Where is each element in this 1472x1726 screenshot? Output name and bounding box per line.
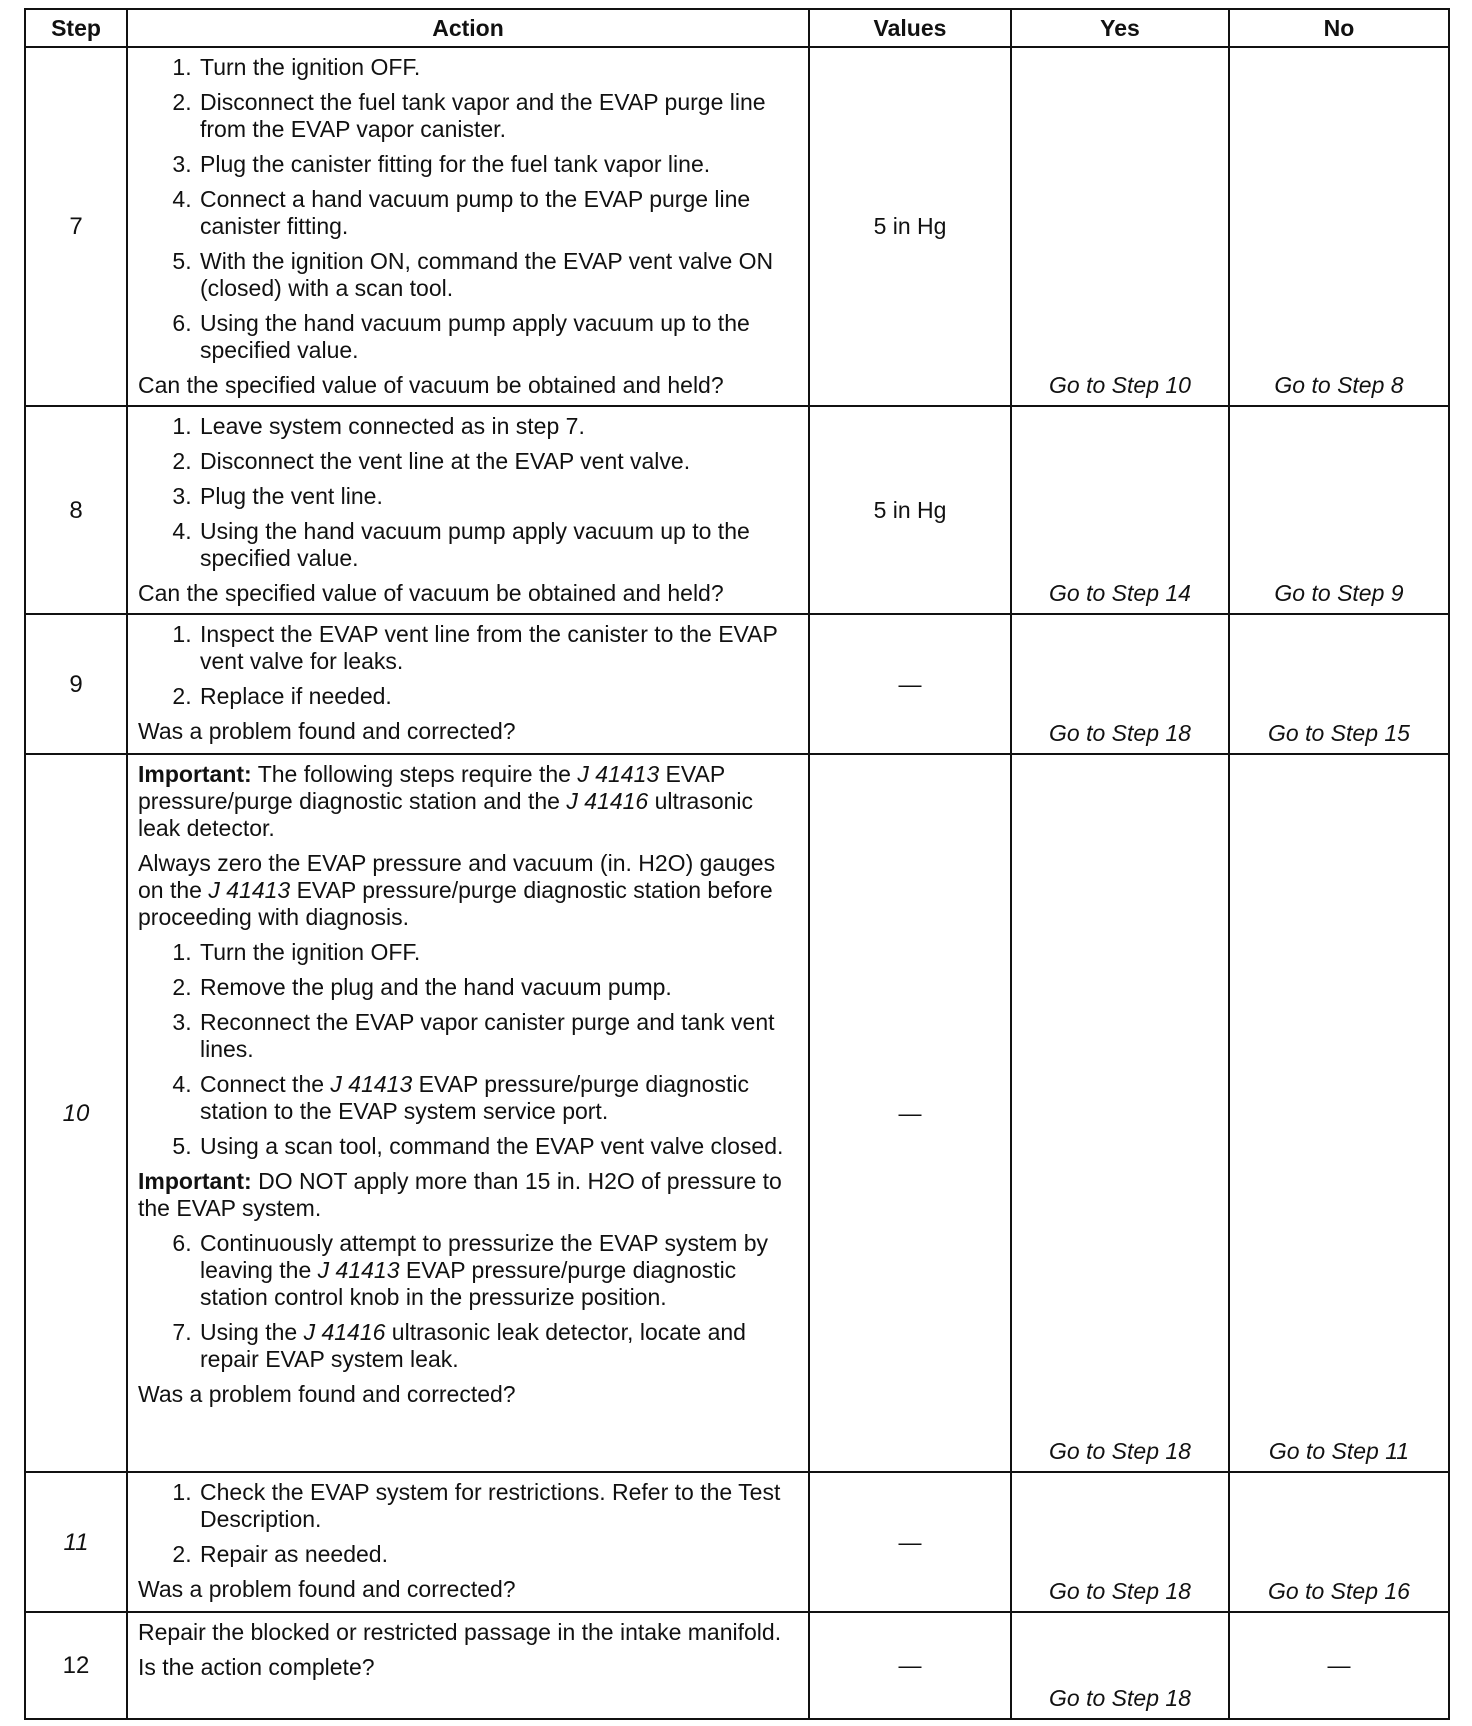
zero-gauges-note: Always zero the EVAP pressure and vacuum (in. H2O) gauges on the J 41413 EVAP pressure/purge diagnostic station before proceeding with diagnosis. [138,850,776,930]
value-cell: 5 in Hg [809,406,1011,614]
step-number: 10 [25,754,127,1472]
action-cell [127,754,809,1472]
action-question: Is the action complete? [138,1654,375,1680]
action-item: 4. Connect a hand vacuum pump to the EVAP purge line canister fitting. [198,186,798,240]
important-note: Important: DO NOT apply more than 15 in. H2O of pressure to the EVAP system. [138,1168,782,1221]
header-yes: Yes [1011,9,1229,47]
header-action: Action [127,9,809,47]
table-row-step-12 [25,1612,1449,1719]
value-cell: — [809,754,1011,1472]
value-cell: — [809,614,1011,754]
step-number: 9 [25,614,127,754]
important-label: Important: [138,1168,252,1194]
step-number: 8 [25,406,127,614]
action-list [138,621,798,710]
action-item: 7. Using the J 41416 ultrasonic leak detector, locate and repair EVAP system leak. [198,1319,798,1373]
no-cell: Go to Step 11 [1229,754,1449,1472]
yes-cell: Go to Step 18 [1011,1472,1229,1612]
action-text: Repair the blocked or restricted passage in the intake manifold. [138,1619,782,1645]
step-number: 11 [25,1472,127,1612]
action-list [138,54,798,364]
value-cell: — [809,1612,1011,1719]
header-step: Step [25,9,127,47]
action-list [138,1230,798,1373]
no-cell: — [1229,1612,1449,1719]
tool-ref: J 41413 [208,877,291,903]
value-cell: 5 in Hg [809,47,1011,406]
table-row-step-10 [25,754,1449,1472]
action-item: 1. Turn the ignition OFF. [198,54,798,81]
action-item: 6. Continuously attempt to pressurize the EVAP system by leaving the J 41413 EVAP pressure/purge diagnostic station control knob in the pressurize position. [198,1230,798,1311]
action-question: Was a problem found and corrected? [138,1381,516,1407]
action-question: Was a problem found and corrected? [138,718,516,744]
yes-cell: Go to Step 18 [1011,754,1229,1472]
action-item: 3. Reconnect the EVAP vapor canister purge and tank vent lines. [198,1009,798,1063]
no-cell: Go to Step 16 [1229,1472,1449,1612]
action-item: 2. Replace if needed. [198,683,798,710]
action-item: 6. Using the hand vacuum pump apply vacuum up to the specified value. [198,310,798,364]
action-item: 1. Turn the ignition OFF. [198,939,798,966]
action-item: 2. Disconnect the fuel tank vapor and the EVAP purge line from the EVAP vapor canister. [198,89,798,143]
diagnostic-table [24,8,1450,1720]
action-list [138,413,798,572]
action-cell [127,1612,809,1719]
no-cell: Go to Step 9 [1229,406,1449,614]
tool-ref: J 41413 [577,761,660,787]
no-cell: Go to Step 15 [1229,614,1449,754]
action-cell [127,47,809,406]
action-item: 2. Repair as needed. [198,1541,798,1568]
tool-ref: J 41413 [330,1071,413,1097]
action-cell [127,406,809,614]
header-values: Values [809,9,1011,47]
action-item: 1. Check the EVAP system for restrictions. Refer to the Test Description. [198,1479,798,1533]
action-question: Can the specified value of vacuum be obtained and held? [138,580,724,606]
yes-cell: Go to Step 18 [1011,614,1229,754]
table-row-step-11 [25,1472,1449,1612]
yes-cell: Go to Step 10 [1011,47,1229,406]
action-item: 4. Connect the J 41413 EVAP pressure/purge diagnostic station to the EVAP system service port. [198,1071,798,1125]
tool-ref: J 41413 [317,1257,400,1283]
action-item: 2. Disconnect the vent line at the EVAP vent valve. [198,448,798,475]
action-cell [127,1472,809,1612]
action-list [138,1479,798,1568]
action-list [138,939,798,1160]
action-question: Was a problem found and corrected? [138,1576,516,1602]
header-row [25,9,1449,47]
table-row-step-7 [25,47,1449,406]
action-item: 1. Leave system connected as in step 7. [198,413,798,440]
yes-cell: Go to Step 14 [1011,406,1229,614]
action-item: 3. Plug the vent line. [198,483,798,510]
action-item: 4. Using the hand vacuum pump apply vacuum up to the specified value. [198,518,798,572]
table-row-step-9 [25,614,1449,754]
no-cell: Go to Step 8 [1229,47,1449,406]
value-cell: — [809,1472,1011,1612]
action-item: 3. Plug the canister fitting for the fuel tank vapor line. [198,151,798,178]
action-cell [127,614,809,754]
step-number: 12 [25,1612,127,1719]
action-item: 2. Remove the plug and the hand vacuum pump. [198,974,798,1001]
action-question: Can the specified value of vacuum be obtained and held? [138,372,724,398]
tool-ref: J 41416 [566,788,649,814]
yes-cell: Go to Step 18 [1011,1612,1229,1719]
step-number: 7 [25,47,127,406]
important-label: Important: [138,761,252,787]
important-note: Important: The following steps require the J 41413 EVAP pressure/purge diagnostic station and the J 41416 ultrasonic leak detector. [138,761,754,841]
table-row-step-8 [25,406,1449,614]
tool-ref: J 41416 [303,1319,386,1345]
action-item: 5. Using a scan tool, command the EVAP vent valve closed. [198,1133,798,1160]
action-item: 1. Inspect the EVAP vent line from the canister to the EVAP vent valve for leaks. [198,621,798,675]
action-item: 5. With the ignition ON, command the EVAP vent valve ON (closed) with a scan tool. [198,248,798,302]
header-no: No [1229,9,1449,47]
